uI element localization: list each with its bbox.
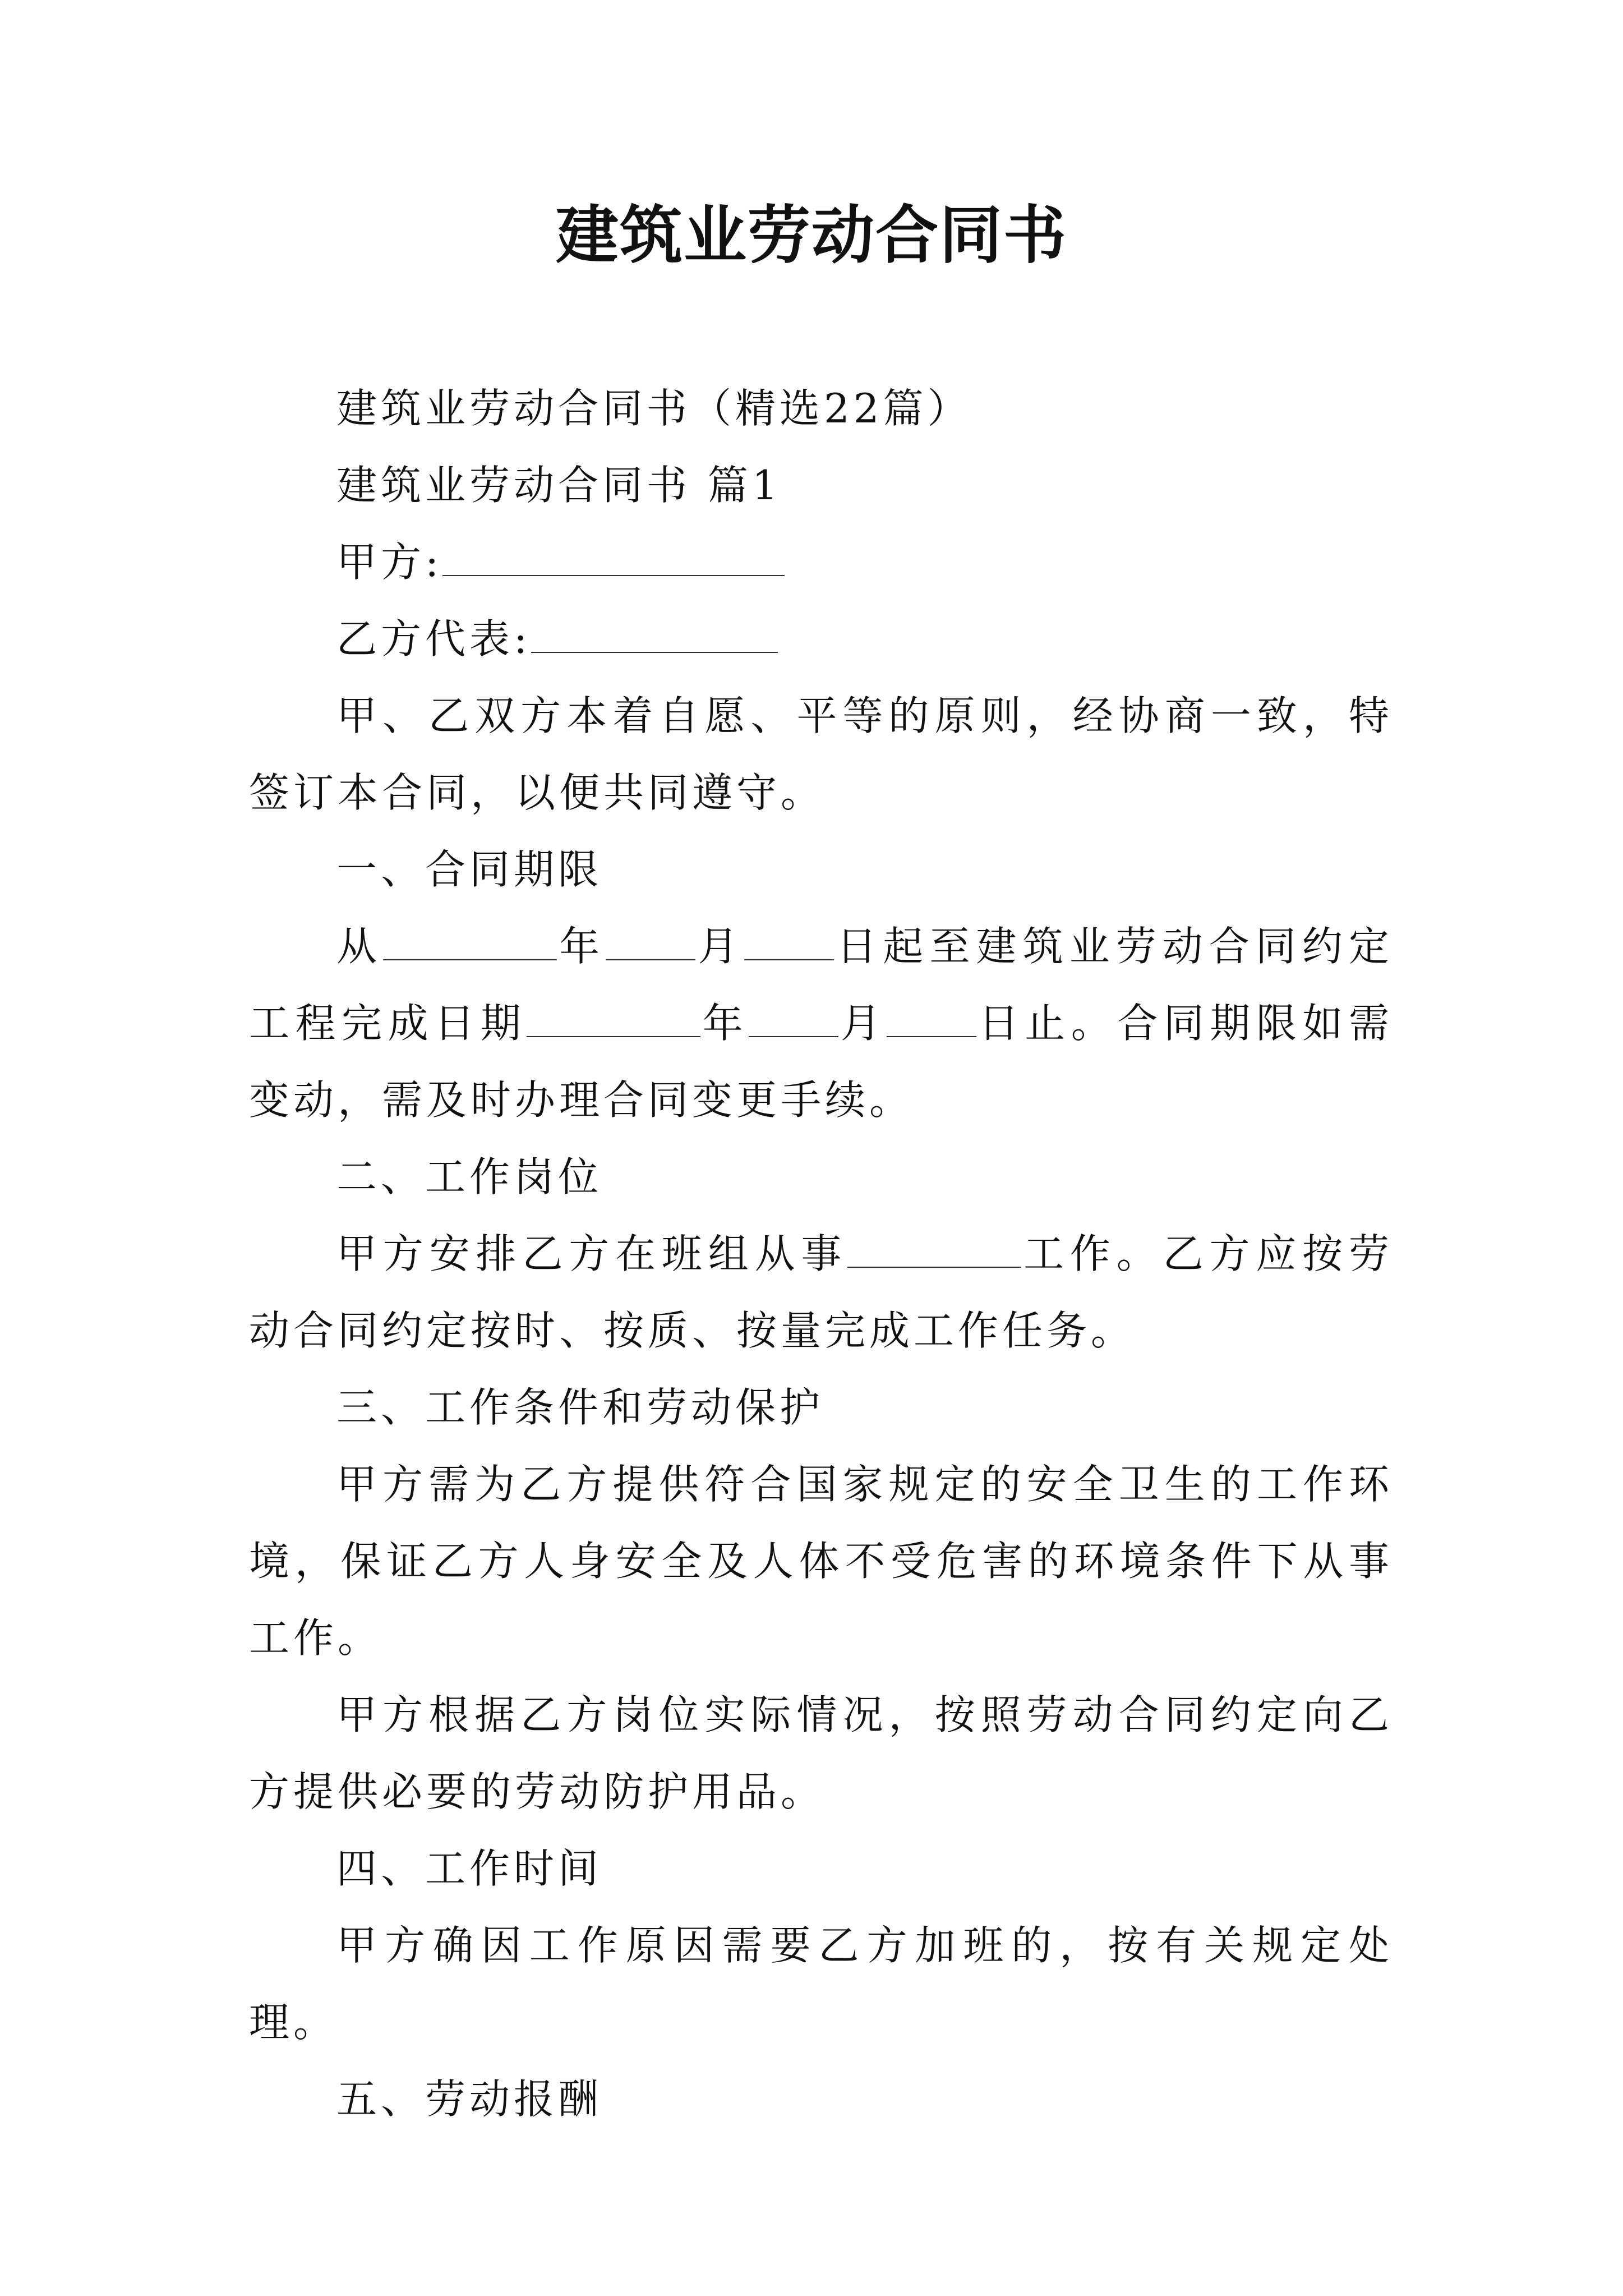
intro-paragraph: 甲、乙双方本着自愿、平等的原则，经协商一致，特签订本合同，以便共同遵守。 — [249, 692, 1393, 816]
article-heading: 建筑业劳动合同书 篇1 — [336, 462, 782, 509]
party-a-blank — [442, 542, 785, 576]
section-heading: 二、工作岗位 — [336, 1153, 603, 1200]
party-b-rep-blank — [531, 619, 778, 653]
section-heading: 一、合同期限 — [336, 846, 603, 893]
party-b-rep-label: 乙方代表: — [336, 615, 532, 662]
hours-paragraph: 甲方确因工作原因需要乙方加班的，按有关规定处理。 — [249, 1922, 1393, 2046]
term-paragraph: 从 年 月 日起至建筑业劳动合同约定工程完成日期 年 月 日止。合同期限如需变动，需及时办理合同变更手续。 — [249, 923, 1393, 1124]
start-month-blank — [606, 927, 695, 960]
protection-paragraph: 甲方根据乙方岗位实际情况，按照劳动合同约定向乙方提供必要的劳动防护用品。 — [249, 1691, 1393, 1815]
party-b-rep-line — [249, 601, 1393, 678]
start-year-blank — [383, 927, 557, 960]
party-a-label: 甲方: — [336, 539, 443, 586]
end-year-blank — [527, 1004, 700, 1037]
end-month-blank — [749, 1004, 838, 1037]
document-title: 建筑业劳动合同书 — [556, 199, 1067, 272]
document-body — [249, 370, 1393, 2138]
job-blank — [847, 1234, 1021, 1268]
party-a-line — [249, 524, 1393, 601]
section-heading: 三、工作条件和劳动保护 — [336, 1384, 824, 1431]
document-subtitle: 建筑业劳动合同书（精选22篇） — [336, 385, 972, 432]
section-heading: 五、劳动报酬 — [336, 2076, 603, 2123]
section-heading: 四、工作时间 — [336, 1845, 603, 1892]
start-day-blank — [744, 927, 834, 960]
end-day-blank — [887, 1004, 976, 1037]
job-paragraph: 甲方安排乙方在班组从事 工作。乙方应按劳动合同约定按时、按质、按量完成工作任务。 — [249, 1230, 1393, 1354]
conditions-paragraph: 甲方需为乙方提供符合国家规定的安全卫生的工作环境，保证乙方人身安全及人体不受危害的环境条件下从事工作。 — [249, 1461, 1393, 1662]
